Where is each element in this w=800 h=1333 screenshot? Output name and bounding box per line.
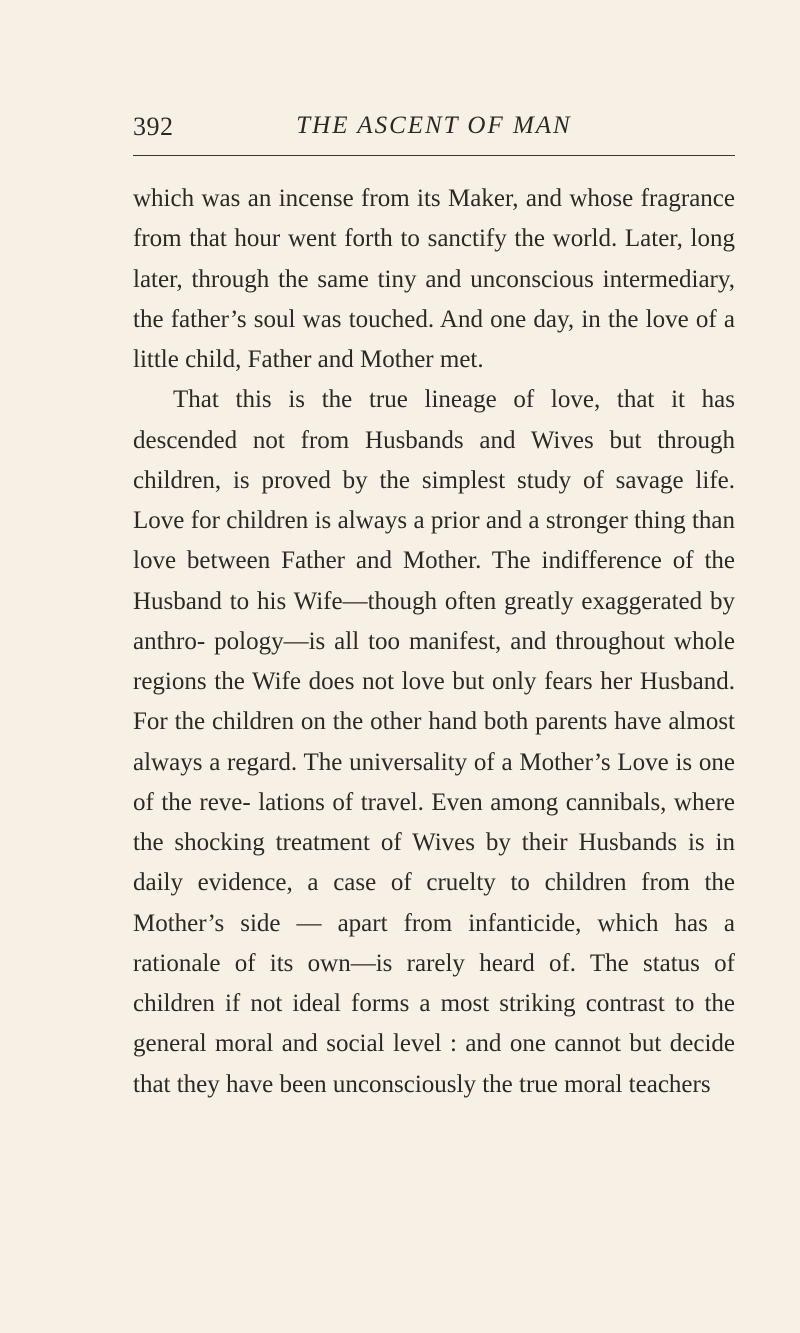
paragraph-continued: which was an incense from its Maker, and whose fragrance from that hour went forth to sanctify the world. Later, long later, through the same tiny and unconscious intermediary, the father’s soul was touched. And one day, in the love of a little child, Father and Mother met. xyxy=(133,185,735,373)
page-number: 392 xyxy=(133,112,174,141)
header-rule xyxy=(133,155,735,156)
running-title: THE ASCENT OF MAN xyxy=(296,112,572,139)
paragraph: That this is the true lineage of love, that it has descended not from Husbands and Wives but through children, is proved by the simplest study of savage life. Love for children is always a prior and a stronger thing than love between Father and Mother. The indifference of the Husband to his Wife—though often greatly exaggerated by anthro- pology—is all too manifest, and throughout whole regions the Wife does not love but only fears her Husband. For the children on the other hand both parents have almost always a regard. The universality of a Mother’s Love is one of the reve- lations of travel. Even among cannibals, where the shocking treatment of Wives by their Husbands is in daily evidence, a case of cruelty to children from the Mother’s side — apart from infanticide, which has a rationale of its own—is rarely heard of. The status of children if not ideal forms a most striking contrast to the general moral and social level : and one cannot but decide that they have been unconsciously the true moral teachers xyxy=(133,386,735,1098)
running-head xyxy=(133,112,735,152)
body-text xyxy=(133,179,735,1105)
